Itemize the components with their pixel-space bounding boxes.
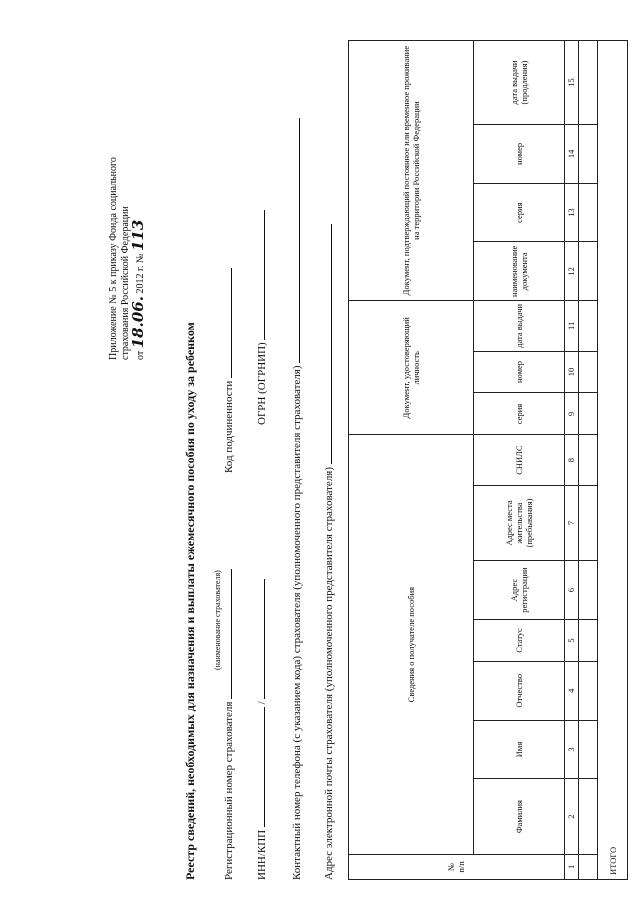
table-cell bbox=[579, 720, 598, 779]
ogrn-row bbox=[255, 210, 268, 425]
header-no: № п/п bbox=[349, 854, 565, 879]
table-cell bbox=[579, 41, 598, 125]
table-cell bbox=[579, 485, 598, 561]
column-number: 14 bbox=[564, 125, 579, 184]
column-number: 9 bbox=[564, 393, 579, 435]
inn-line bbox=[255, 707, 265, 827]
total-label: ИТОГО bbox=[598, 41, 628, 880]
header-identity-doc-group: Документ, удостоверяющий личность bbox=[349, 301, 474, 435]
ogrn-label: ОГРН (ОГРНИП) bbox=[256, 342, 268, 425]
header-residence-doc-group: Документ, подтверждающий постоянное или временное проживание на территории Российской Федерации bbox=[349, 41, 474, 301]
reg-number-label: Регистрационный номер страхователя bbox=[223, 701, 235, 880]
column-number-row bbox=[564, 41, 579, 880]
registry-title: Реестр сведений, необходимых для назначения и выплаты ежемесячного пособия по уходу за ребенком bbox=[183, 322, 197, 880]
header-surname: Фамилия bbox=[473, 779, 564, 855]
header-patronymic: Отчество bbox=[473, 661, 564, 720]
header-issue-date: дата выдачи bbox=[473, 301, 564, 351]
header-doc-name: наименование документа bbox=[473, 242, 564, 301]
header-recipient-group: Сведения о получателе пособия bbox=[349, 435, 474, 854]
ogrn-line bbox=[255, 210, 265, 340]
phone-row bbox=[290, 118, 303, 880]
column-number: 5 bbox=[564, 619, 579, 661]
insurer-name-line bbox=[222, 569, 232, 699]
table-cell bbox=[579, 435, 598, 485]
column-number: 11 bbox=[564, 301, 579, 351]
kpp-line bbox=[255, 579, 265, 699]
column-number: 15 bbox=[564, 41, 579, 125]
header-reg-address: Адрес регистрации bbox=[473, 561, 564, 620]
table-cell bbox=[579, 779, 598, 855]
header-series: серия bbox=[473, 393, 564, 435]
header-name: Имя bbox=[473, 720, 564, 779]
column-number: 4 bbox=[564, 661, 579, 720]
appendix-block bbox=[108, 125, 147, 360]
header-issue-extension-date: дата выдачи (продления) bbox=[473, 41, 564, 125]
inn-kpp-label: ИНН/КПП bbox=[256, 829, 268, 880]
appendix-date-line bbox=[129, 125, 147, 360]
table-cell bbox=[579, 854, 598, 879]
table-cell bbox=[579, 183, 598, 242]
appendix-line-1: Приложение № 5 к приказу Фонда социального bbox=[108, 157, 119, 360]
table-header-columns-row bbox=[473, 41, 564, 880]
phone-line bbox=[290, 118, 300, 363]
subordination-code-line bbox=[222, 268, 232, 378]
column-number: 3 bbox=[564, 720, 579, 779]
table-cell bbox=[579, 351, 598, 393]
header-number-2: номер bbox=[473, 125, 564, 184]
header-series-2: серия bbox=[473, 183, 564, 242]
appendix-handwritten-number: 113 bbox=[129, 219, 147, 252]
column-number: 1 bbox=[564, 854, 579, 879]
header-status: Статус bbox=[473, 619, 564, 661]
email-row bbox=[322, 224, 335, 880]
table-cell bbox=[579, 125, 598, 184]
table-cell bbox=[579, 242, 598, 301]
table-cell bbox=[579, 619, 598, 661]
email-label: Адрес электронной почты страхователя (уполномоченного представителя страхователя) bbox=[323, 466, 335, 880]
table-header-group-row bbox=[349, 41, 474, 880]
inn-kpp-separator: / bbox=[256, 701, 268, 705]
insurer-name-caption: (наименование страхователя) bbox=[213, 570, 222, 670]
table-cell bbox=[579, 301, 598, 351]
header-number: номер bbox=[473, 351, 564, 393]
column-number: 6 bbox=[564, 561, 579, 620]
inn-kpp-row bbox=[255, 579, 268, 880]
subordination-code-label: Код подчиненности bbox=[223, 380, 235, 473]
column-number: 2 bbox=[564, 779, 579, 855]
registry-table bbox=[348, 40, 628, 880]
appendix-year-text: 2012 г. № bbox=[135, 253, 146, 294]
table-cell bbox=[579, 393, 598, 435]
total-row bbox=[598, 41, 628, 880]
appendix-line-2: страхования Российской Федерации bbox=[120, 206, 131, 360]
appendix-handwritten-date: 18.06. bbox=[129, 296, 147, 349]
column-number: 12 bbox=[564, 242, 579, 301]
header-residence-address: Адрес места жительства (пребывания) bbox=[473, 485, 564, 561]
header-snils: СНИЛС bbox=[473, 435, 564, 485]
column-number: 7 bbox=[564, 485, 579, 561]
reg-number-row bbox=[222, 569, 235, 880]
column-number: 10 bbox=[564, 351, 579, 393]
table-cell bbox=[579, 661, 598, 720]
phone-label: Контактный номер телефона (с указанием кода) страхователя (уполномоченного представителя страхователя) bbox=[291, 365, 303, 880]
subordination-row bbox=[222, 268, 235, 473]
column-number: 13 bbox=[564, 183, 579, 242]
table-row-empty bbox=[579, 41, 598, 880]
appendix-date-prefix: от bbox=[135, 350, 146, 360]
column-number: 8 bbox=[564, 435, 579, 485]
table-cell bbox=[579, 561, 598, 620]
email-line bbox=[322, 224, 332, 464]
